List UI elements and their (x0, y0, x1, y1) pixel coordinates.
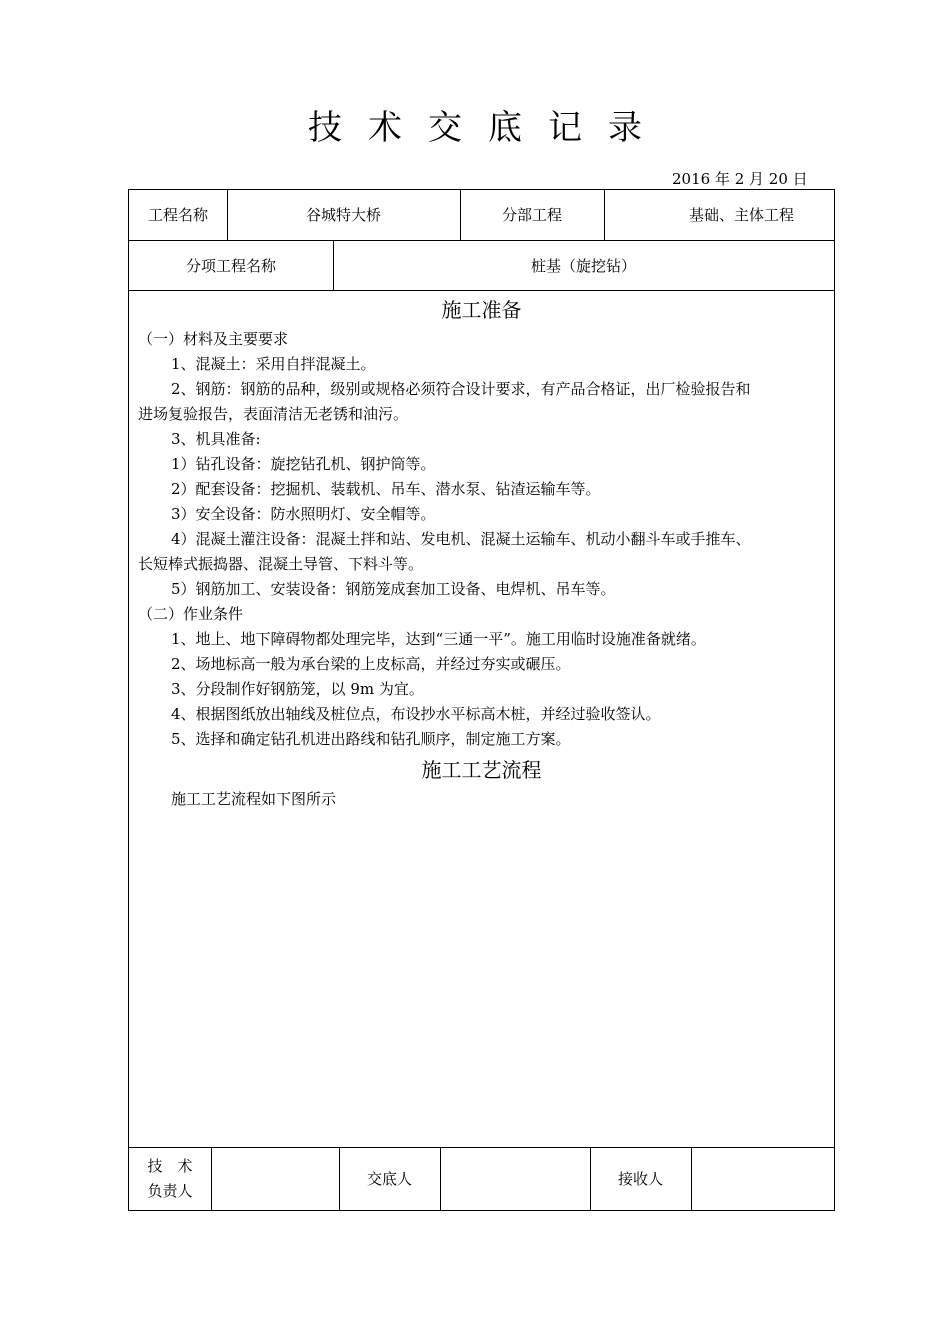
prep-line: 3、分段制作好钢筋笼，以 9m 为宜。 (171, 680, 424, 698)
discloser-signature-field[interactable] (440, 1147, 590, 1211)
prep-line: 3）安全设备：防水照明灯、安全帽等。 (171, 505, 436, 523)
prep-line: 1）钻孔设备：旋挖钻孔机、钢护筒等。 (171, 455, 436, 473)
row-divider (129, 290, 834, 291)
prep-line: 2、钢筋：钢筋的品种，级别或规格必须符合设计要求，有产品合格证，出厂检验报告和 (171, 380, 751, 398)
prep-line: 4、根据图纸放出轴线及桩位点，布设抄水平标高木桩，并经过验收签认。 (171, 705, 661, 723)
prep-line: 2、场地标高一般为承台梁的上皮标高，并经过夯实或碾压。 (171, 655, 571, 673)
prep-line: （一）材料及主要要求 (138, 330, 289, 348)
prep-line: 1、混凝土：采用自拌混凝土。 (171, 355, 376, 373)
prep-line: 4）混凝土灌注设备：混凝土拌和站、发电机、混凝土运输车、机动小翻斗车或手推车、 (171, 530, 751, 548)
subitem-value: 桩基（旋挖钻） (530, 257, 636, 275)
disclosure-form (128, 189, 835, 1211)
tech-lead-label-line2: 负责人 (147, 1182, 193, 1200)
flow-text: 施工工艺流程如下图所示 (171, 790, 337, 808)
prep-section-title: 施工准备 (441, 298, 522, 322)
col-divider (604, 190, 605, 240)
tech-lead-signature-field[interactable] (211, 1147, 339, 1211)
prep-line: 进场复验报告，表面清洁无老锈和油污。 (138, 405, 409, 423)
subitem-label: 分项工程名称 (185, 257, 276, 275)
discloser-label: 交底人 (366, 1170, 412, 1188)
receiver-signature-field[interactable] (691, 1147, 834, 1211)
project-name-value: 谷城特大桥 (305, 206, 381, 224)
prep-line: 2）配套设备：挖掘机、装载机、吊车、潜水泵、钻渣运输车等。 (171, 480, 601, 498)
division-label: 分部工程 (501, 206, 562, 224)
receiver-label: 接收人 (617, 1170, 663, 1188)
flow-section-title: 施工工艺流程 (421, 758, 542, 782)
prep-line: 3、机具准备: (171, 430, 261, 448)
project-name-label: 工程名称 (147, 206, 208, 224)
document-title: 技术交底记录 (308, 108, 668, 148)
tech-lead-label-line1: 技 术 (147, 1157, 193, 1175)
prep-line: 5、选择和确定钻孔机进出路线和钻孔顺序，制定施工方案。 (171, 730, 571, 748)
prep-line: 长短棒式振捣器、混凝土导管、下料斗等。 (138, 555, 424, 573)
row-divider (129, 240, 834, 241)
prep-line: （二）作业条件 (138, 605, 244, 623)
division-value: 基础、主体工程 (689, 206, 795, 224)
document-date: 2016 年 2 月 20 日 (672, 170, 808, 188)
prep-line: 5）钢筋加工、安装设备：钢筋笼成套加工设备、电焊机、吊车等。 (171, 580, 616, 598)
prep-line: 1、地上、地下障碍物都处理完毕，达到“三通一平”。施工用临时设施准备就绪。 (171, 630, 706, 648)
